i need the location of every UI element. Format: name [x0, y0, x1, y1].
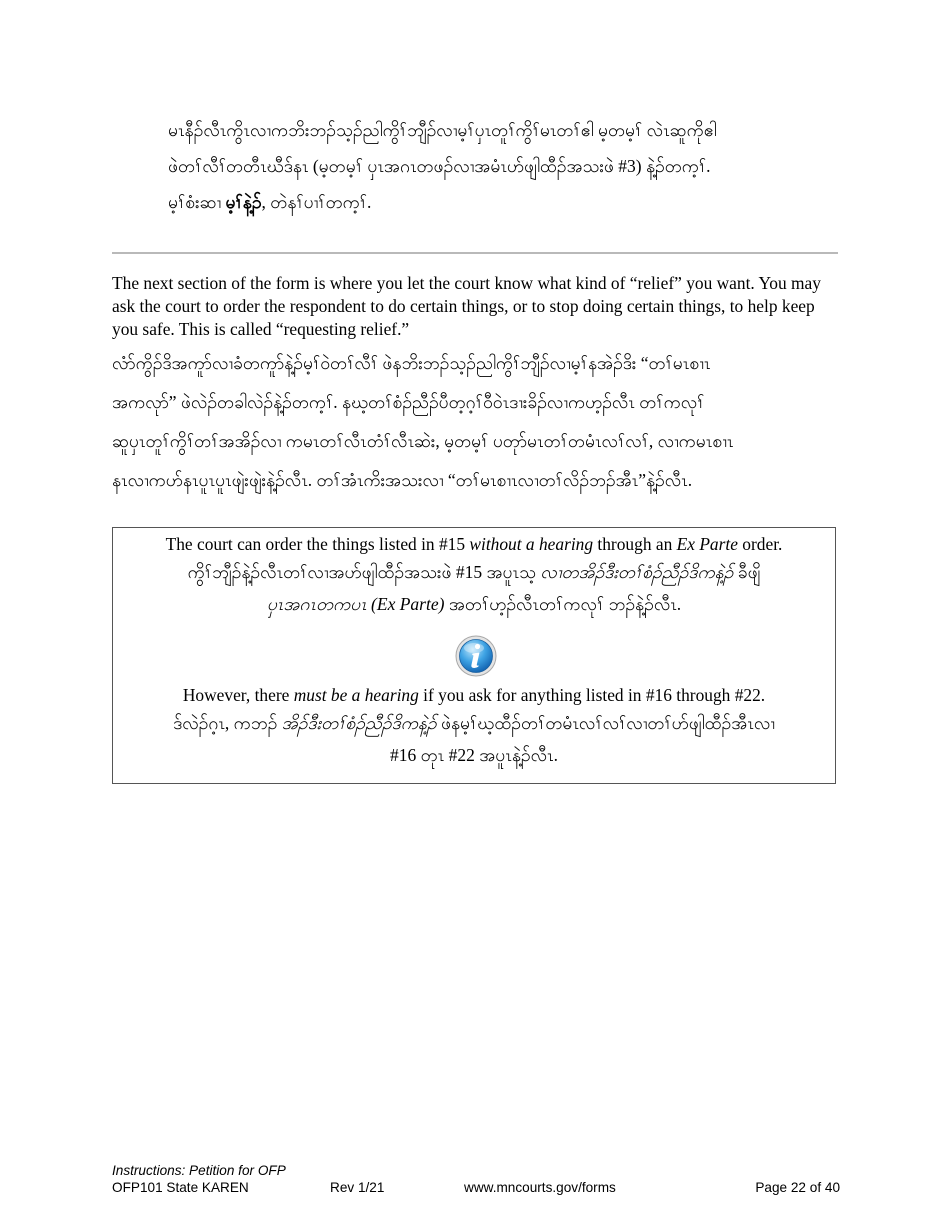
- info-box-hearing-note: [113, 683, 835, 771]
- footer-page-number: Page 22 of 40: [755, 1180, 840, 1195]
- info-text: through an: [593, 534, 677, 554]
- info-icon: [455, 635, 497, 677]
- footer-title: Instructions: Petition for OFP: [112, 1163, 286, 1178]
- relief-karen-line: ဆူပှၤတူၢ်ကွိၢ်တၢ်အအိၣ်လၢ ကမၤတၢ်လီၤတံၢ်လီၤဆဲး, မ့တမ့ၢ် ပတုာ်မၤတၢ်တမံၤလၢ်လၢ်, လၢကမၤစၢၤ: [112, 431, 734, 451]
- relief-karen-line: လံာ်ကွိၣ်ဒိအကူာ်လၢခံတကူာ်နဲ့ၣ်မ့ၢ်ဝဲတၢ်လီၢ် ဖဲနဘိးဘၣ်သ့ၣ်ညါကွိၢ်ဘျီၣ်လၢမ့ၢ်နအဲၣ်ဒိး “တၢ်မၤစၢၤ: [112, 353, 711, 373]
- relief-karen-line: နၤလၢကဟ်နၤပူၤပူၤဖျဲးဖျဲးနဲ့ၣ်လီၤ. တၢ်အံၤကိးအသးလၢ “တၢ်မၤစၢၤလၢတၢ်လိၣ်ဘၣ်အီၤ”နဲ့ၣ်လီၤ.: [112, 470, 693, 490]
- info-text: ဒ်လဲၣ်ဂ့ၤ, ကဘၣ်: [173, 713, 282, 733]
- info-italic: without a hearing: [469, 534, 594, 554]
- info-text: ဖဲနမ့ၢ်ဃ့ထီၣ်တၢ်တမံၤလၢ်လၢ်လၢတၢ်ဟ်ဖျါထီၣ်အီၤလၢ: [436, 713, 775, 733]
- relief-karen-line: အကလုာ်” ဖဲလဲၣ်တခါလဲၣ်နဲ့ၣ်တက့ၢ်. နဃ့တၢ်စံၣ်ညီၣ်ပီတ့ဂ့ၢ်ဝီဝဲၤဒၢးခိၣ်လၢကဟ့ၣ်လီၤ တၢ်ကလုၢ်: [112, 392, 705, 412]
- info-italic: အိၣ်ဒီးတၢ်စံၣ်ညီၣ်ဒိကနဲ့ၣ်: [281, 713, 437, 733]
- intro-line: [168, 184, 858, 220]
- info-italic: လၢတအိၣ်ဒီးတၢ်စံၣ်ညီၣ်ဒိကနဲ့ၣ်: [540, 562, 734, 582]
- info-text: order.: [737, 534, 783, 554]
- info-box-english: [113, 683, 835, 707]
- info-text: အတၢ်ဟ့ၣ်လီၤတၢ်ကလုၢ် ဘၣ်နဲ့ၣ်လီၤ.: [444, 594, 682, 614]
- info-box-karen: #16 တုၤ #22 အပူၤနဲ့ၣ်လီၤ.: [390, 745, 558, 765]
- intro-line-text: မ့ၢ်စံးဆၢ: [168, 192, 226, 212]
- info-text: The court can order the things listed in #15: [165, 534, 470, 554]
- intro-line-text: , တဲနၢ်ပၢၢ်တက့ၢ်.: [261, 192, 372, 212]
- section-divider: [112, 252, 838, 254]
- info-italic: must be a hearing: [293, 685, 419, 705]
- footer-revision: Rev 1/21: [330, 1180, 385, 1195]
- info-box-karen: [113, 556, 835, 588]
- relief-english-paragraph: The next section of the form is where you let the court know what kind of “relief” you want. You may ask the court to order the respondent to do certain things, or to stop doing certain things, to help keep you safe. This is called “requesting relief.”: [112, 273, 821, 339]
- footer-form-id: OFP101 State KAREN: [112, 1180, 249, 1195]
- intro-bold-answer: မ့ၢ်နဲ့ၣ်: [225, 192, 262, 212]
- info-text: However, there: [182, 685, 294, 705]
- info-italic: Ex Parte: [676, 534, 738, 554]
- page-footer: [112, 1162, 840, 1196]
- info-text: ကွိၢ်ဘျီၣ်နဲ့ၣ်လီၤတၢ်လၢအဟ်ဖျါထီၣ်အသးဖဲ #15 အပူၤသ့: [187, 562, 541, 582]
- footer-url: www.mncourts.gov/forms: [464, 1180, 616, 1195]
- relief-karen-paragraph: [112, 344, 840, 500]
- info-box-english: [113, 532, 835, 556]
- intro-line: မၤနီၣ်လီၤကွိၤလၢကဘိးဘၣ်သ့ၣ်ညါကွိၢ်ဘျီၣ်လၢမ့ၢ်ပှၤတူၢ်ကွိၢ်မၤတၢ်ဧါ မ့တမ့ၢ် လဲၤဆူကိုဧါ: [168, 120, 717, 140]
- info-box-karen: [113, 588, 835, 620]
- info-box-karen: [113, 707, 835, 739]
- info-box: [112, 527, 836, 784]
- info-text: if you ask for anything listed in #16 through #22.: [418, 685, 766, 705]
- info-italic: ပှၤအဂၤတကပၤ (Ex Parte): [266, 594, 445, 614]
- info-box-ex-parte-note: [113, 532, 835, 620]
- intro-line: ဖဲတၢ်လီၢ်တတီၤဃီဒ်နၤ (မ့တမ့ၢ် ပှၤအဂၤတဖၣ်လၢအမံၤဟ်ဖျါထီၣ်အသးဖဲ #3) နဲ့ၣ်တက့ၢ်.: [168, 156, 711, 176]
- info-text: ခီဖျိ: [733, 562, 761, 582]
- intro-karen-text: [168, 112, 858, 220]
- relief-section: [112, 272, 840, 500]
